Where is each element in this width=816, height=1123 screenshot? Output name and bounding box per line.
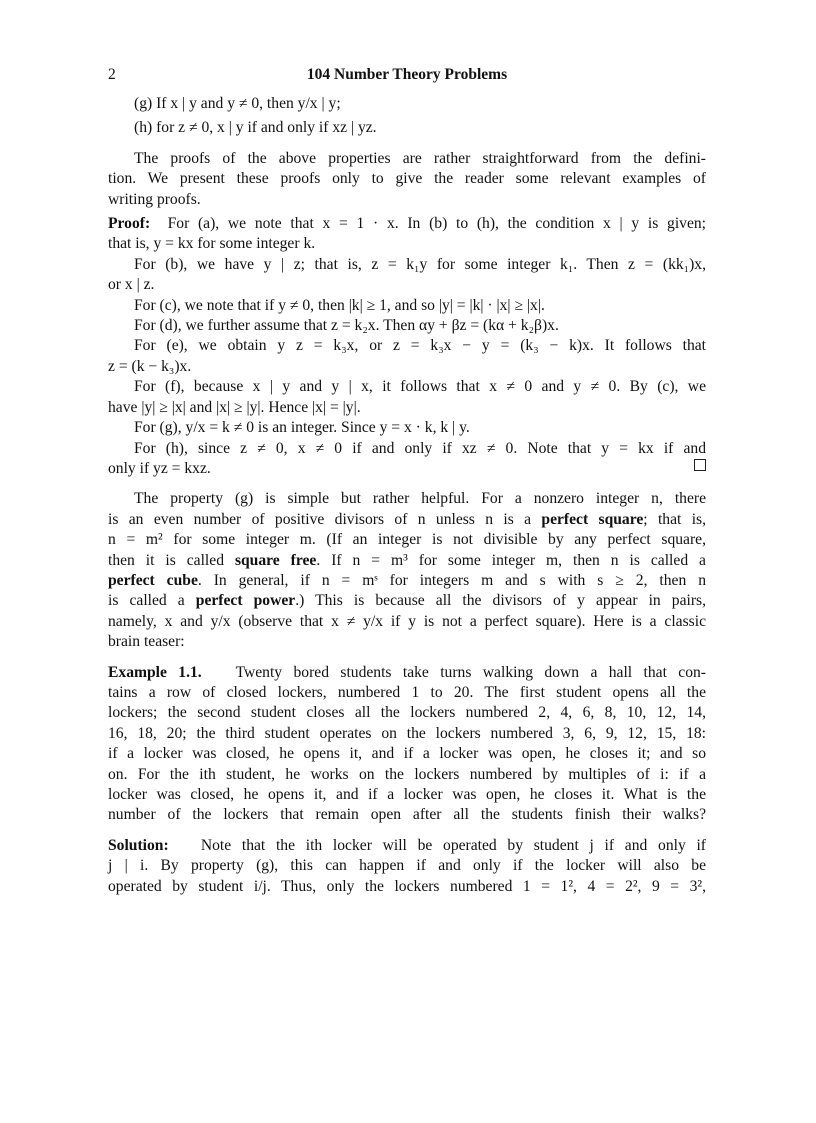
- discussion-paragraph: [108, 489, 706, 652]
- text-line: For (g), y/x = k ≠ 0 is an integer. Since y = x · k, k | y.: [134, 419, 470, 437]
- page-number: 2: [108, 66, 116, 83]
- text-line: The property (g) is simple but rather helpful. For a nonzero integer n, there: [134, 490, 706, 508]
- text-line: is an even number of positive divisors of n unless n is a perfect square; that is,: [108, 510, 706, 528]
- text-line: if a locker was closed, he opens it, and if a locker was open, he closes it; and so: [108, 745, 706, 763]
- defined-term: perfect cube: [108, 571, 198, 589]
- intro-paragraph: [108, 149, 706, 210]
- text-line: For (e), we obtain y z = k₃x, or z = k₃x − y = (k₃ − k)x. It follows that: [134, 337, 706, 355]
- text-line: For (h), since z ≠ 0, x ≠ 0 if and only if xz ≠ 0. Note that y = kx if and: [134, 439, 706, 457]
- defined-term: square free: [234, 551, 317, 569]
- text-line: tains a row of closed lockers, numbered 1 to 20. The first student opens all the: [108, 683, 706, 701]
- property-item: (h) for z ≠ 0, x | y if and only if xz | yz.: [134, 119, 377, 137]
- text-line: have |y| ≥ |x| and |x| ≥ |y|. Hence |x| = |y|.: [108, 398, 361, 416]
- page: [108, 60, 706, 897]
- text-line: only if yz = kxz.: [108, 459, 211, 477]
- text-line: Note that the ith locker will be operated by student j if and only if: [200, 836, 706, 854]
- solution-label: Solution:: [108, 836, 169, 854]
- text-line: For (a), we note that x = 1 · x. In (b) to (h), the condition x | y is given;: [167, 215, 706, 233]
- proof-block: [108, 214, 706, 479]
- proof-label: Proof:: [108, 215, 151, 233]
- example-label: Example 1.1.: [108, 663, 202, 681]
- text-line: on. For the ith student, he works on the lockers numbered by multiples of i: if a: [108, 765, 706, 783]
- property-item: (g) If x | y and y ≠ 0, then y/x | y;: [134, 95, 341, 112]
- text-line: j | i. By property (g), this can happen if and only if the locker will also be: [108, 857, 706, 875]
- text-line: locker was closed, he opens it, and if a locker was open, he closes it. What is the: [108, 786, 706, 803]
- text-line: then it is called square free. If n = m³ for some integer m, then n is called a: [108, 551, 706, 569]
- text-line: n = m² for some integer m. (If an integer is not divisible by any perfect square,: [108, 531, 706, 549]
- text-line: lockers; the second student closes all the lockers numbered 2, 4, 6, 8, 10, 12, 14,: [108, 704, 706, 722]
- text-line: For (b), we have y | z; that is, z = k₁y for some integer k₁. Then z = (kk₁)x,: [134, 255, 706, 273]
- text-line: 16, 18, 20; the third student operates on the lockers numbered 3, 6, 9, 12, 15, 18:: [108, 724, 706, 742]
- text-line: is called a perfect power.) This is because all the divisors of y appear in pairs,: [108, 592, 706, 610]
- text-line: writing proofs.: [108, 190, 201, 208]
- text-line: brain teaser:: [108, 633, 185, 651]
- text-line: For (f), because x | y and y | x, it follows that x ≠ 0 and y ≠ 0. By (c), we: [134, 378, 706, 396]
- running-header: [108, 60, 706, 90]
- solution-block: [108, 836, 706, 897]
- text-line: that is, y = kx for some integer k.: [108, 235, 316, 253]
- text-line: For (d), we further assume that z = k₂x. Then αy + βz = (kα + k₂β)x.: [134, 317, 559, 335]
- text-line: or x | z.: [108, 276, 155, 294]
- qed-box-icon: [694, 459, 706, 471]
- text-line: perfect cube. In general, if n = mˢ for integers m and s with s ≥ 2, then n: [108, 571, 706, 589]
- text-line: namely, x and y/x (observe that x ≠ y/x if y is not a perfect square). Here is a classic: [108, 612, 706, 630]
- example-block: [108, 663, 706, 826]
- defined-term: perfect square: [541, 510, 644, 528]
- text-line: The proofs of the above properties are rather straightforward from the defini-: [134, 149, 706, 167]
- defined-term: perfect power: [195, 592, 296, 610]
- text-line: For (c), we note that if y ≠ 0, then |k| ≥ 1, and so |y| = |k| · |x| ≥ |x|.: [134, 296, 545, 314]
- running-title: 104 Number Theory Problems: [306, 66, 508, 83]
- text-line: operated by student i/j. Thus, only the lockers numbered 1 = 1², 4 = 2², 9 = 3²,: [108, 877, 706, 895]
- text-line: z = (k − k₃)x.: [108, 357, 192, 375]
- text-line: number of the lockers that remain open after all the students finish their walks?: [108, 806, 706, 824]
- text-line: tion. We present these proofs only to give the reader some relevant examples of: [108, 170, 706, 188]
- text-line: Twenty bored students take turns walking down a hall that con-: [235, 663, 706, 681]
